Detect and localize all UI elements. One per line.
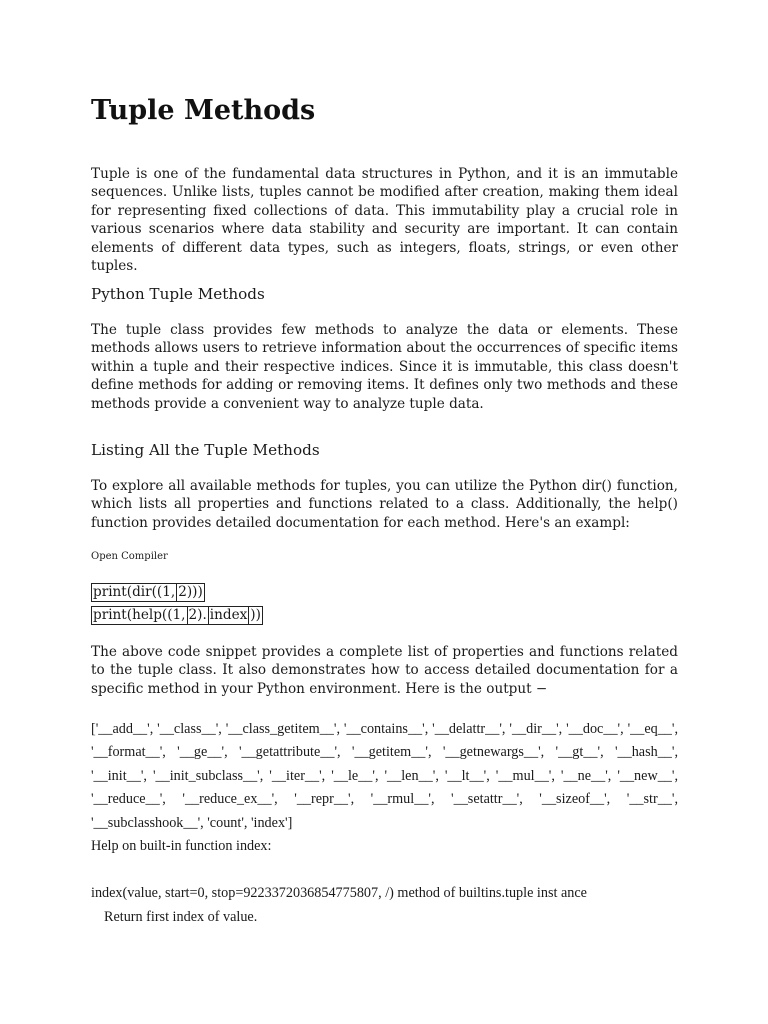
index-doc-line: Return first index of value. [104,909,258,925]
page-title: Tuple Methods [91,95,316,126]
help-heading-line: Help on built-in function index: [91,838,272,854]
tuple-class-paragraph: The tuple class provides few methods to analyze the data or elements. These methods allows users to retrieve information about the occurrences of specific items within a tuple and their respective indices. Since it is immutable, this class doesn't define methods for adding or removing items. It defines only two methods and these methods provide a convenient way to analyze tuple data. [91,322,678,412]
code-line-help [91,606,262,625]
dir-help-paragraph: To explore all available methods for tuples, you can utilize the Python dir() function, which lists all properties and functions related to a class. Additionally, the help() function provides detailed documentation for each method. Here's an exampl: [91,478,678,531]
code-token: print(dir((1, [93,584,176,600]
intro-paragraph: Tuple is one of the fundamental data structures in Python, and it is an immutable sequences. Unlike lists, tuples cannot be modified after creation, making them ideal for representing fixed collections of data. This immutability play a crucial role in various scenarios where data stability and security are important. It can contain elements of different data types, such as integers, floats, strings, or even other tuples. [91,166,678,275]
open-compiler-link[interactable]: Open Compiler [91,551,168,562]
section-heading-python-tuple-methods: Python Tuple Methods [91,285,265,303]
code-token: 2). [188,607,207,623]
code-token: index [209,607,248,623]
output-intro-paragraph: The above code snippet provides a complete list of properties and functions related to the tuple class. It also demonstrates how to access detailed documentation for a specific method in your Python environment. Here is the output − [91,644,678,697]
code-token: 2))) [178,584,203,600]
code-token: )) [250,607,261,623]
code-line-dir [91,583,204,602]
index-signature-line: index(value, start=0, stop=9223372036854775807, /) method of builtins.tuple inst ance [91,885,587,901]
section-heading-listing-methods: Listing All the Tuple Methods [91,441,320,459]
dir-output-list: ['__add__', '__class__', '__class_getitem__', '__contains__', '__delattr__', '__dir__', '__doc__', '__eq__', '__format__', '__ge__', '__getattribute__', '__getitem__', '__getnewargs__', '__gt__', '__hash__', '__init__', '__init_subclass__', '__iter__', '__le__', '__len__', '__lt__', '__mul__', '__ne__', '__new__', '__reduce__', '__reduce_ex__', '__repr__', '__rmul__', '__setattr__', '__sizeof__', '__str__', '__subclasshook__', 'count', 'index'] [91,721,678,831]
code-token: print(help((1, [93,607,186,623]
